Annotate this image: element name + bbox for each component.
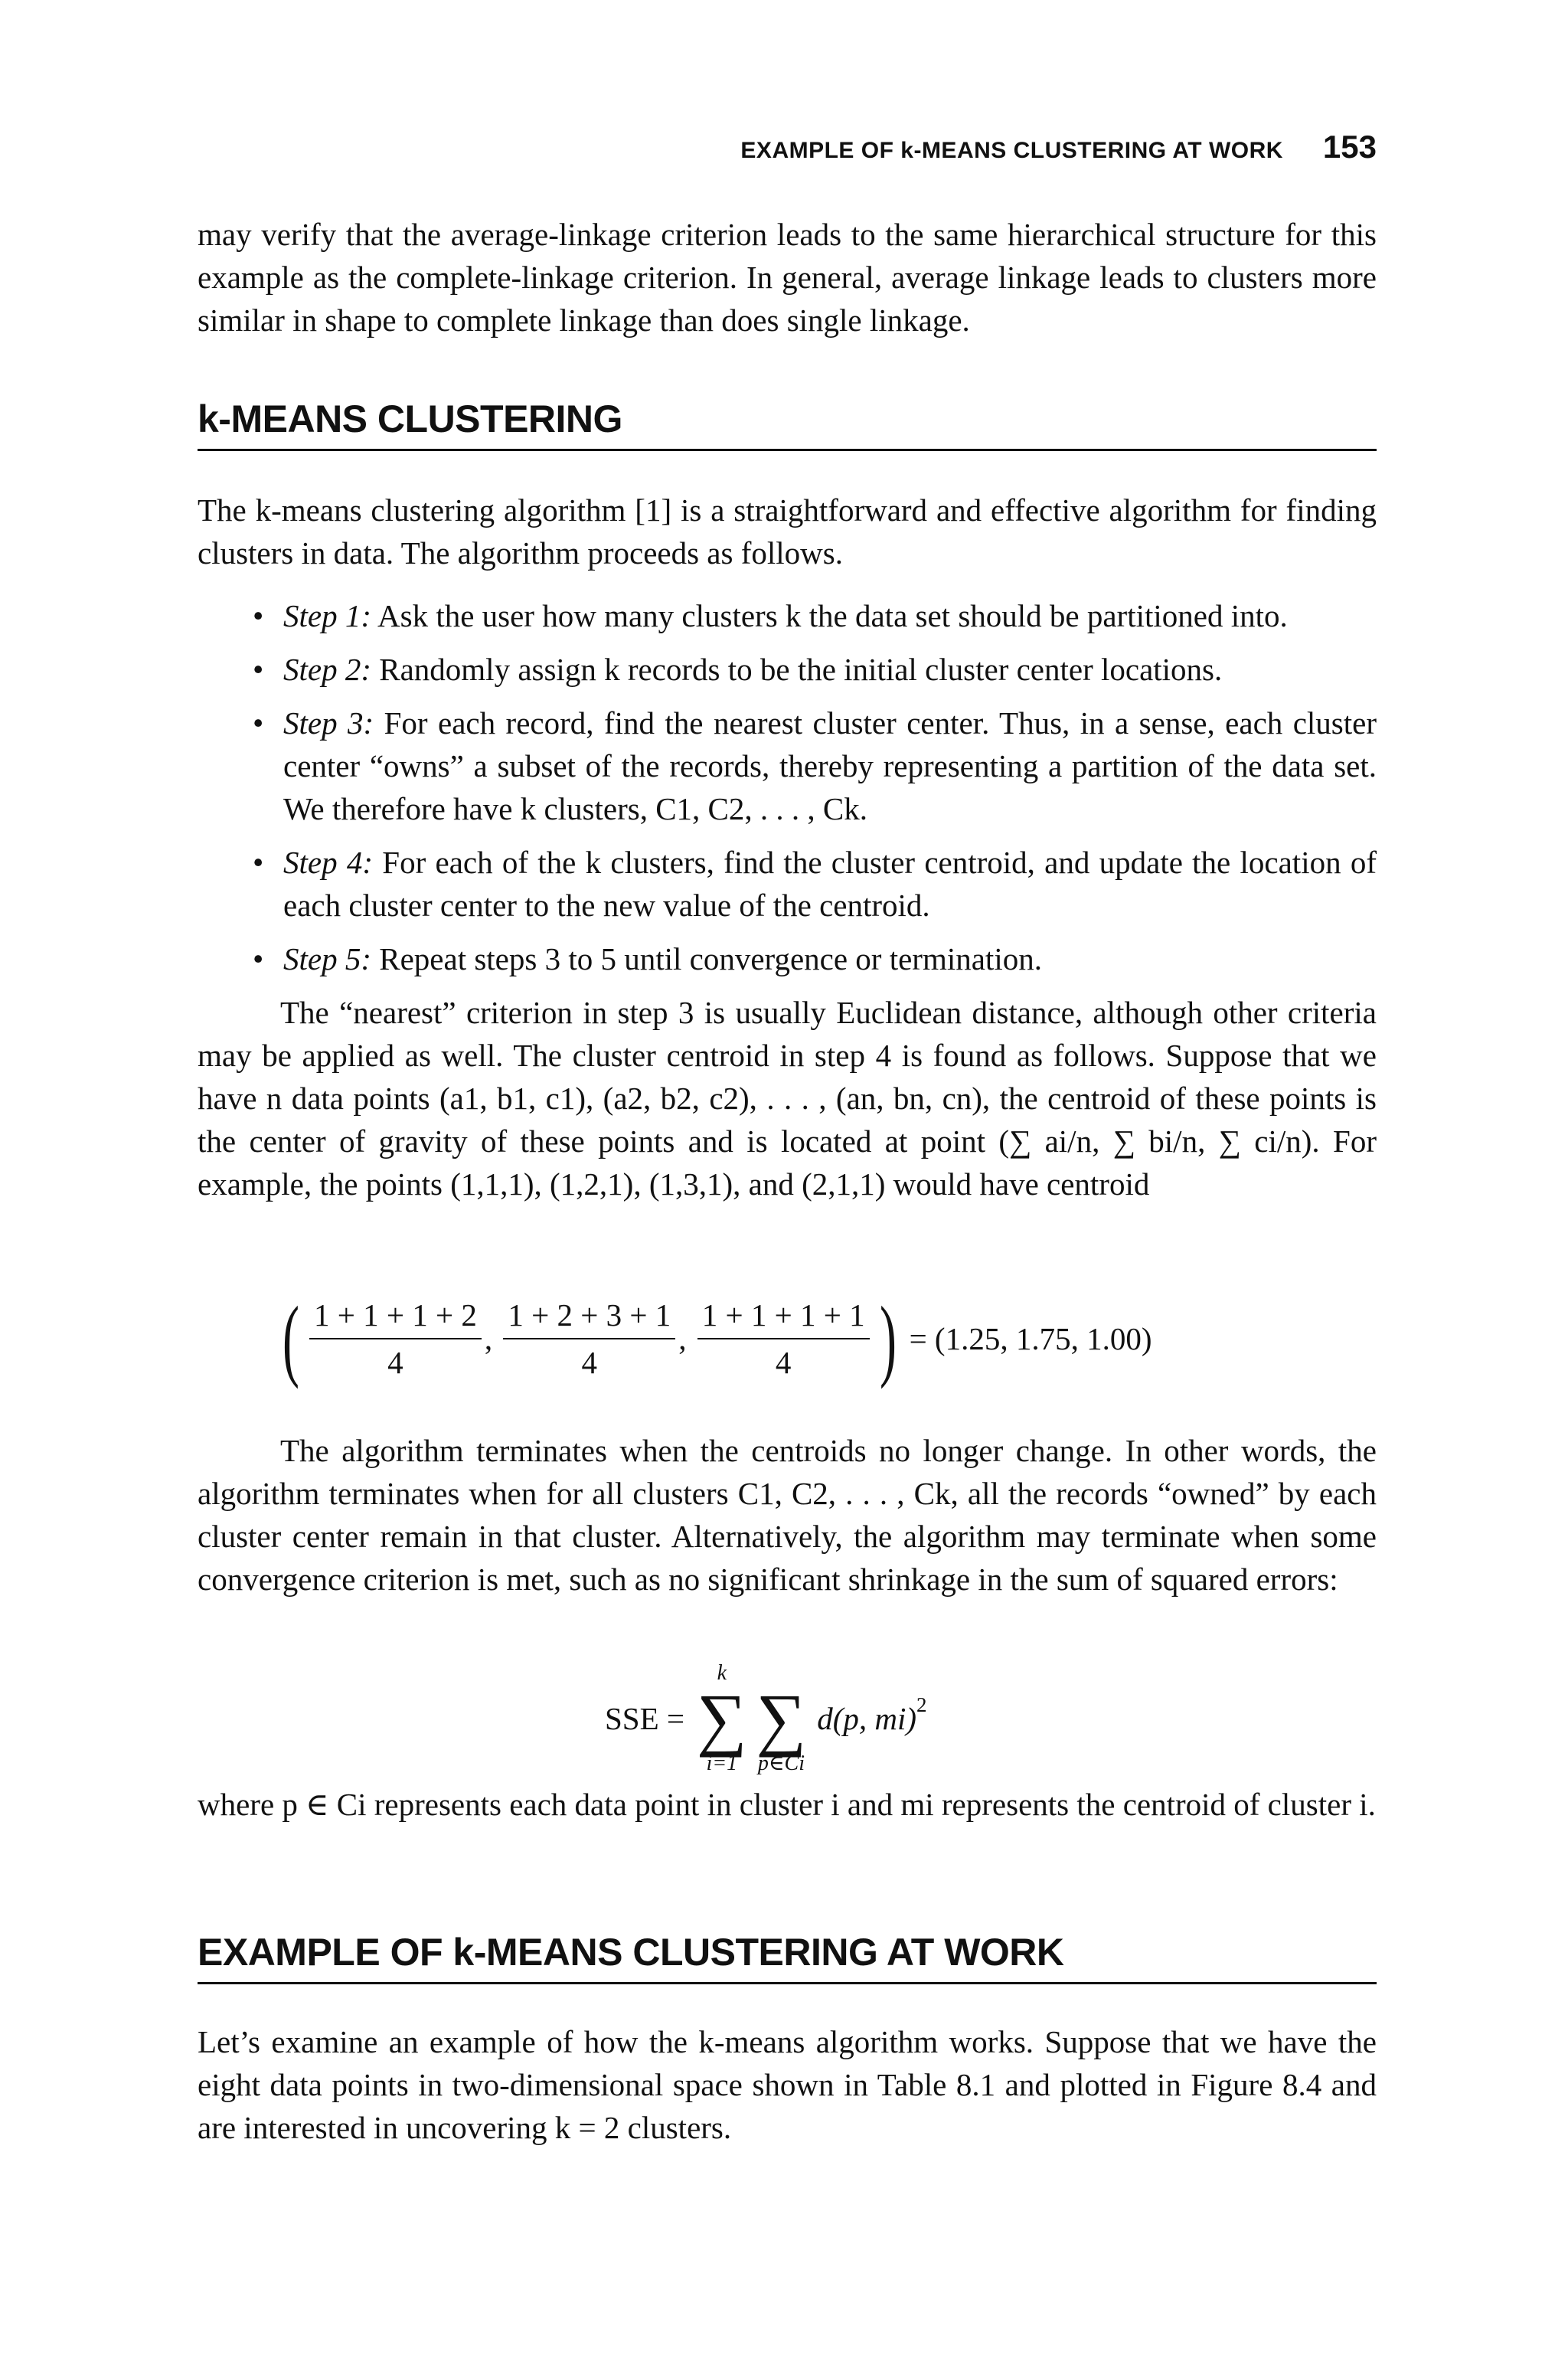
step-label: Step 2: xyxy=(283,652,371,687)
section-heading-example xyxy=(198,1930,1377,1984)
denominator: 4 xyxy=(581,1345,598,1380)
step-text: For each of the k clusters, find the cluster centroid, and update the location of each cluster center to the new value of the centroid. xyxy=(283,845,1377,923)
centroid-result: = (1.25, 1.75, 1.00) xyxy=(909,1321,1152,1356)
numerator: 1 + 1 + 1 + 2 xyxy=(309,1297,482,1339)
sum-lower-limit: i=1 xyxy=(706,1751,738,1775)
step-item xyxy=(198,841,1377,927)
section-heading-kmeans xyxy=(198,397,1377,451)
step-item xyxy=(198,648,1377,691)
sum-upper-limit: k xyxy=(717,1661,727,1685)
numerator: 1 + 2 + 3 + 1 xyxy=(503,1297,675,1339)
denominator: 4 xyxy=(387,1345,403,1380)
step-label: Step 4: xyxy=(283,845,374,880)
sigma-symbol: ∑ xyxy=(697,1680,747,1758)
running-header xyxy=(740,129,1377,165)
step-label: Step 3: xyxy=(283,705,374,741)
right-paren: ) xyxy=(879,1287,897,1389)
section1-paragraph-3: The algorithm terminates when the centroids no longer change. In other words, the algorithm terminates when for all clusters C1, C2, . . . , Ck, all the records “owned” by each cluster center remain in that cluster. Alternatively, the algorithm may terminate when some convergence criterion is met, such as no significant shrinkage in the sum of squared errors: xyxy=(198,1433,1377,1597)
algorithm-steps-list xyxy=(198,594,1377,980)
fraction xyxy=(503,1297,675,1381)
sum-operator xyxy=(697,1662,747,1775)
step-text: Repeat steps 3 to 5 until convergence or termination. xyxy=(379,941,1042,976)
step-text: Ask the user how many clusters k the data set should be partitioned into. xyxy=(377,598,1288,633)
step-item xyxy=(198,937,1377,980)
intro-block xyxy=(198,213,1377,342)
step-item xyxy=(198,702,1377,830)
step-text: Randomly assign k records to be the initial cluster center locations. xyxy=(379,652,1223,687)
section1-paragraph-1: The k-means clustering algorithm [1] is a straightforward and effective algorithm for finding clusters in data. The algorithm proceeds as follows. xyxy=(198,492,1377,571)
section1-paragraph-2: The “nearest” criterion in step 3 is usually Euclidean distance, although other criteria may be applied as well. The cluster centroid in step 4 is found as follows. Suppose that we have n data points (a1, b1, c1), (a2, b2, c2), . . . , (an, bn, cn), the centroid of these points is the center of gravity of these points and is located at point (∑ ai/n, ∑ bi/n, ∑ ci/n). For example, the points (1,1,1), (1,2,1), (1,3,1), and (2,1,1) would have centroid xyxy=(198,995,1377,1202)
section1-body-3 xyxy=(198,1783,1377,1826)
step-label: Step 1: xyxy=(283,598,371,633)
comma: , xyxy=(678,1321,694,1356)
step-text: For each record, find the nearest cluster center. Thus, in a sense, each cluster center “owns” a subset of the records, thereby representing a partition of the data set. We therefore have k clusters, C1, C2, . . . , Ck. xyxy=(283,705,1377,826)
intro-paragraph: may verify that the average-linkage criterion leads to the same hierarchical structure for this example as the complete-linkage criterion. In general, average linkage leads to clusters more similar in shape to complete linkage than does single linkage. xyxy=(198,217,1377,338)
section-title: k-MEANS CLUSTERING xyxy=(198,397,1377,451)
comma: , xyxy=(484,1321,501,1356)
section2-body xyxy=(198,2020,1377,2149)
fraction xyxy=(309,1297,482,1381)
sigma-symbol: ∑ xyxy=(756,1680,807,1758)
denominator: 4 xyxy=(775,1345,792,1380)
left-paren: ( xyxy=(282,1287,299,1389)
section1-body xyxy=(198,489,1377,1205)
section-title: EXAMPLE OF k-MEANS CLUSTERING AT WORK xyxy=(198,1930,1377,1984)
page-number: 153 xyxy=(1322,129,1377,165)
centroid-equation xyxy=(276,1287,1152,1389)
section1-body-2 xyxy=(198,1429,1377,1601)
sse-equation: SSE = k ∑ i=1 ∑ p∈Ci d(p, mi) $^2$ xyxy=(605,1661,927,1775)
section2-paragraph-1: Let’s examine an example of how the k-means algorithm works. Suppose that we have the eight data points in two-dimensional space shown in Table 8.1 and plotted in Figure 8.4 and are interested in uncovering k = 2 clusters. xyxy=(198,2024,1377,2145)
sum-lower-limit: p∈Ci xyxy=(757,1751,805,1775)
step-label: Step 5: xyxy=(283,941,371,976)
step-item xyxy=(198,594,1377,637)
numerator: 1 + 1 + 1 + 1 xyxy=(697,1297,870,1339)
sse-term: d(p, mi) xyxy=(817,1701,917,1736)
sse-lhs: SSE = xyxy=(605,1701,685,1736)
sum-operator xyxy=(756,1662,807,1775)
fraction xyxy=(697,1297,870,1381)
running-title: EXAMPLE OF k-MEANS CLUSTERING AT WORK xyxy=(740,138,1283,163)
section1-paragraph-4: where p ∈ Ci represents each data point in cluster i and mi represents the centroid of cluster i. xyxy=(198,1787,1376,1822)
